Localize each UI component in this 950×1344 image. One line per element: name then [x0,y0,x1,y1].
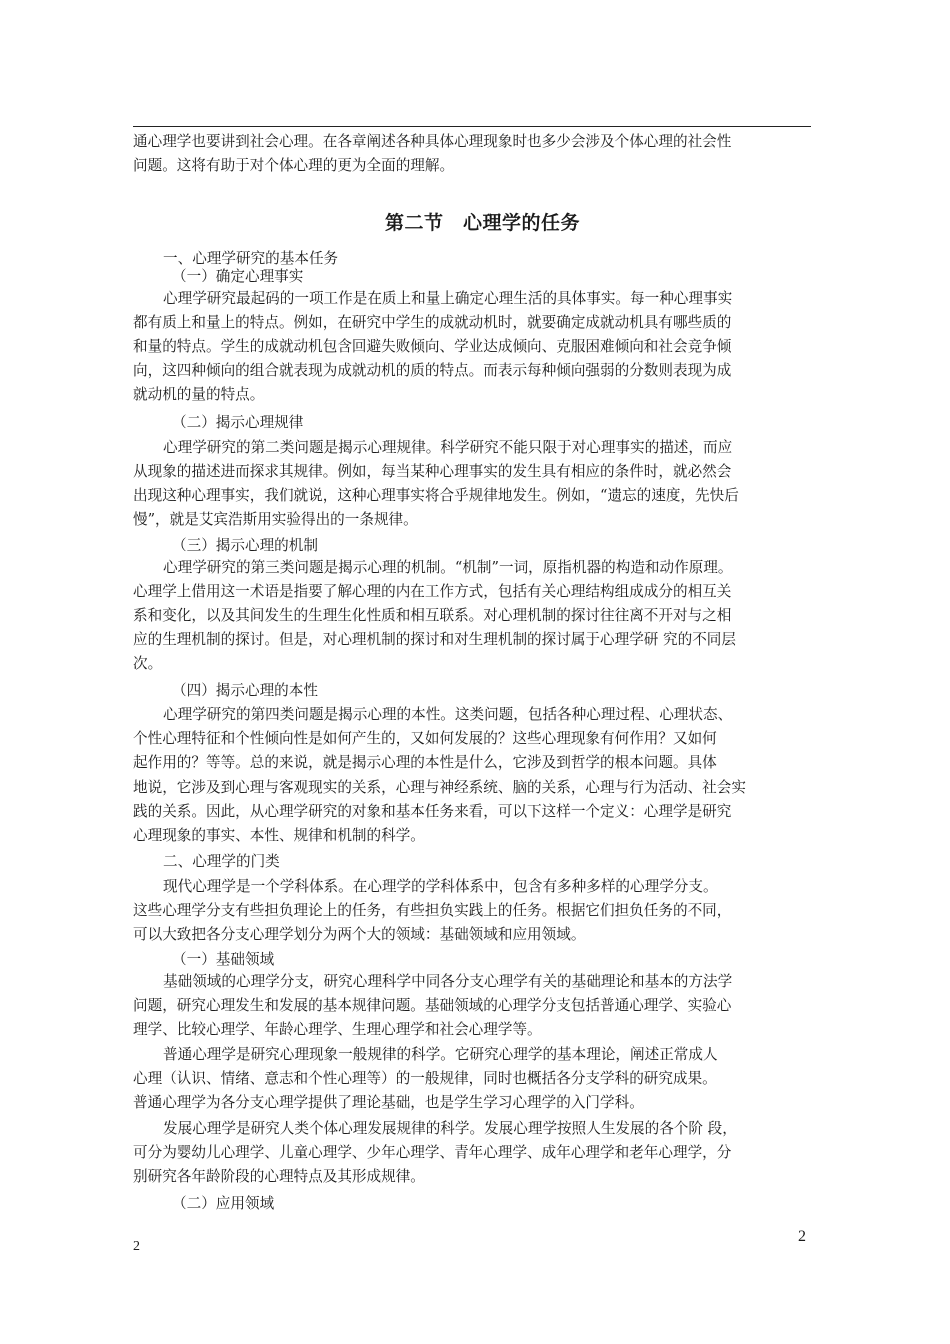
text-line: 普通心理学是研究心理现象一般规律的科学。它研究心理学的基本理论，阐述正常成人 [163,1046,718,1063]
text-line: 次。 [133,655,163,672]
text-line: 和量的特点。学生的成就动机包含回避失败倾向、学业达成倾向、克服困难倾向和社会竞争倾 [133,338,732,355]
text-line: 心理现象的事实、本性、规律和机制的科学。 [133,827,425,844]
text-line: 出现这种心理事实，我们就说，这种心理事实将合乎规律地发生。例如，“遗忘的速度，先快后 [133,487,739,504]
text-line: 通心理学也要讲到社会心理。在各章阐述各种具体心理现象时也多少会涉及个体心理的社会性 [133,133,732,150]
text-line: 慢”，就是艾宾浩斯用实验得出的一条规律。 [133,511,418,528]
heading-2: （四）揭示心理的本性 [172,682,318,699]
heading-2: （三）揭示心理的机制 [172,537,318,554]
text-line: 基础领域的心理学分支，研究心理科学中同各分支心理学有关的基础理论和基本的方法学 [163,973,733,990]
text-line: 心理学研究的第二类问题是揭示心理规律。科学研究不能只限于对心理事实的描述，而应 [163,439,733,456]
section-title: 第二节 心理学的任务 [385,212,581,234]
page-number-right: 2 [798,1228,806,1245]
text-line: 心理学上借用这一术语是指要了解心理的内在工作方式，包括有关心理结构组成成分的相互关 [133,583,732,600]
text-line: 问题，研究心理发生和发展的基本规律问题。基础领域的心理学分支包括普通心理学、实验心 [133,997,732,1014]
text-line: 心理学研究的第四类问题是揭示心理的本性。这类问题，包括各种心理过程、心理状态、 [163,706,733,723]
text-line: 系和变化，以及其间发生的生理生化性质和相互联系。对心理机制的探讨往往离不开对与之相 [133,607,732,624]
text-line: 践的关系。因此，从心理学研究的对象和基本任务来看，可以下这样一个定义：心理学是研究 [133,803,732,820]
text-line: 从现象的描述进而探求其规律。例如，每当某种心理事实的发生具有相应的条件时，就必然会 [133,463,732,480]
text-line: 普通心理学为各分支心理学提供了理论基础，也是学生学习心理学的入门学科。 [133,1094,644,1111]
heading-2: （二）应用领域 [172,1195,275,1212]
text-line: 现代心理学是一个学科体系。在心理学的学科体系中，包含有多种多样的心理学分支。 [163,878,718,895]
text-line: 个性心理特征和个性倾向性是如何产生的，又如何发展的？这些心理现象有何作用？又如何 [133,730,717,747]
text-line: 这些心理学分支有些担负理论上的任务，有些担负实践上的任务。根据它们担负任务的不同， [133,902,732,919]
heading-2: （一）确定心理事实 [172,268,304,285]
text-line: 发展心理学是研究人类个体心理发展规律的科学。发展心理学按照人生发展的各个阶 段， [163,1120,737,1137]
text-line: 可以大致把各分支心理学划分为两个大的领域：基础领域和应用领域。 [133,926,586,943]
text-line: 就动机的量的特点。 [133,386,265,403]
text-line: 向，这四种倾向的组合就表现为成就动机的质的特点。而表示每种倾向强弱的分数则表现为成 [133,362,732,379]
text-line: 应的生理机制的探讨。但是，对心理机制的探讨和对生理机制的探讨属于心理学研 究的不同层 [133,631,736,648]
header-rule [133,126,811,127]
heading-2: （二）揭示心理规律 [172,414,304,431]
text-line: 起作用的？等等。总的来说，就是揭示心理的本性是什么，它涉及到哲学的根本问题。具体 [133,754,717,771]
text-line: 都有质上和量上的特点。例如，在研究中学生的成就动机时，就要确定成就动机具有哪些质的 [133,314,732,331]
heading-1: 一、心理学研究的基本任务 [163,250,339,267]
heading-1: 二、心理学的门类 [163,853,280,870]
text-line: 问题。这将有助于对个体心理的更为全面的理解。 [133,157,455,174]
text-line: 别研究各年龄阶段的心理特点及其形成规律。 [133,1168,425,1185]
text-line: 可分为婴幼儿心理学、儿童心理学、少年心理学、青年心理学、成年心理学和老年心理学，分 [133,1144,732,1161]
text-line: 心理（认识、情绪、意志和个性心理等）的一般规律，同时也概括各分支学科的研究成果。 [133,1070,717,1087]
heading-2: （一）基础领域 [172,951,275,968]
page-number-left: 2 [133,1239,140,1254]
text-line: 心理学研究的第三类问题是揭示心理的机制。“机制”一词，原指机器的构造和动作原理。 [163,559,733,576]
text-line: 地说，它涉及到心理与客观现实的关系，心理与神经系统、脑的关系，心理与行为活动、社会实 [133,779,746,796]
text-line: 理学、比较心理学、年龄心理学、生理心理学和社会心理学等。 [133,1021,542,1038]
text-line: 心理学研究最起码的一项工作是在质上和量上确定心理生活的具体事实。每一种心理事实 [163,290,733,307]
